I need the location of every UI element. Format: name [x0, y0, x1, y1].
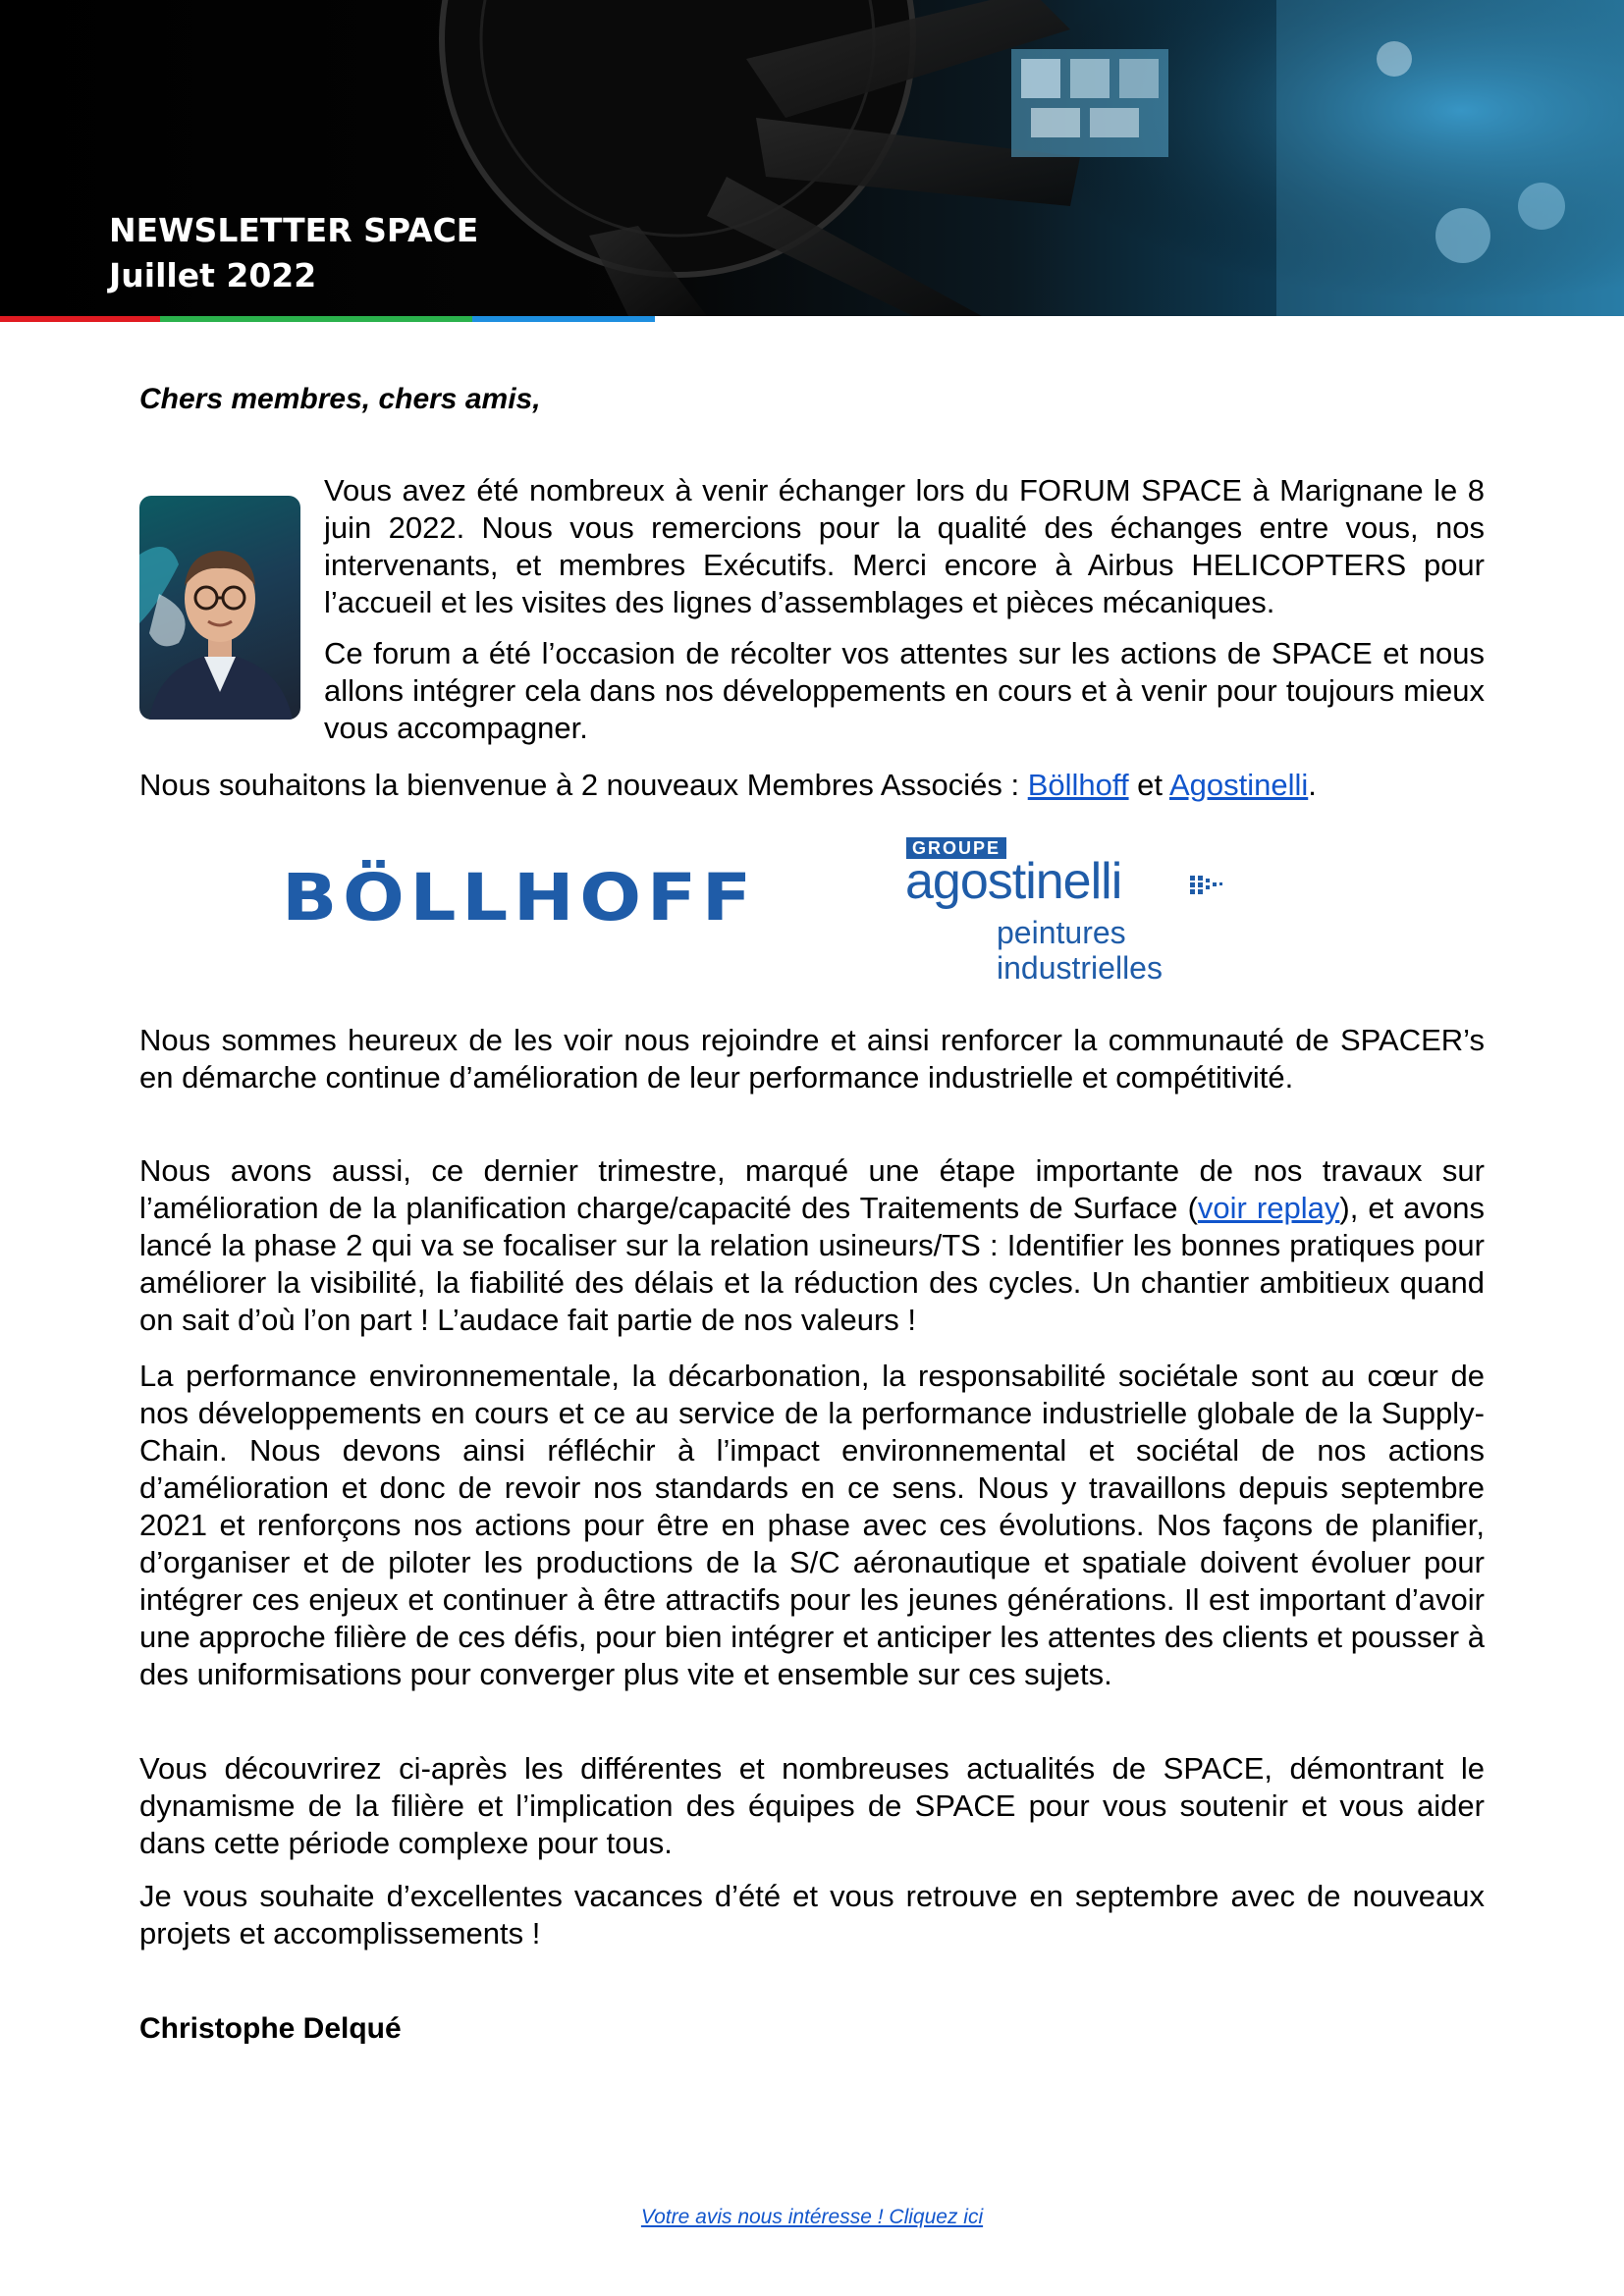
portrait-image — [139, 496, 300, 720]
intro-paragraph-2: Ce forum a été l’occasion de récolter vos attentes sur les actions de SPACE et nous allons intégrer cela dans nos développements en cours et à venir pour toujours mieux vous accompagner. — [324, 636, 1485, 745]
author-photo — [139, 496, 300, 720]
welcome-and: et — [1128, 768, 1169, 802]
signature: Christophe Delqué — [139, 2012, 402, 2045]
color-bar-green — [160, 316, 472, 322]
agostinelli-dots-icon — [1190, 874, 1233, 897]
intro-paragraph-1: Vous avez été nombreux à venir échanger lors du FORUM SPACE à Marignane le 8 juin 2022. Nous vous remercions pour la qualité des échanges entre vous, nos intervenants, et membres Exécutifs. Merci encore à Airbus HELICOPTERS pour l’accueil et les visites des lignes d’assemblages et pièces mécaniques. — [324, 473, 1485, 619]
header-banner — [0, 0, 1624, 316]
trimestre-text-a: Nous avons aussi, ce dernier trimestre, marqué une étape importante de nos travaux sur l’amélioration de la planification charge/capacité des Traitements de Surface ( — [139, 1153, 1485, 1225]
replay-link[interactable]: voir replay — [1197, 1191, 1340, 1225]
paragraph-environnement: La performance environnementale, la décarbonation, la responsabilité sociétale sont au cœur de nos développements en cours et ce au service de la performance industrielle globale de la Supply-Chain. Nous devons ainsi réfléchir à l’impact environnemental et sociétal de nos actions d’amélioration et donc de revoir nos standards en ce sens. Nous y travaillons depuis septembre 2021 et renforçons nos actions pour être en phase avec ces évolutions. Nos façons de planifier, d’organiser et de piloter les productions de la S/C aéronautique et spatiale doivent évoluer pour intégrer ces enjeux et continuer à être attractifs pour les jeunes générations. Il est important d’avoir une approche filière de ces défis, pour bien intégrer et anticiper les attentes des clients et pousser à des uniformisations pour converger plus vite et ensemble sur ces sujets. — [139, 1359, 1485, 1691]
color-bar-red — [0, 316, 160, 322]
newsletter-title — [109, 208, 478, 298]
greeting: Chers membres, chers amis, — [139, 383, 541, 415]
agostinelli-logo — [903, 836, 1296, 986]
paragraph-vacances: Je vous souhaite d’excellentes vacances d’été et vous retrouve en septembre avec de nouveaux projets et accomplissements ! — [139, 1879, 1485, 1950]
feedback-link[interactable]: Votre avis nous intéresse ! Cliquez ici — [640, 2206, 984, 2228]
bollhoff-logo: BÖLLHOFF — [282, 860, 757, 935]
agostinelli-link[interactable]: Agostinelli — [1168, 768, 1309, 802]
paragraph-rejoindre: Nous sommes heureux de les voir nous rejoindre et ainsi renforcer la communauté de SPACER’s en démarche continue d’amélioration de leur performance industrielle et compétitivité. — [139, 1023, 1485, 1095]
paragraph-decouvrirez: Vous découvrirez ci-après les différentes et nombreuses actualités de SPACE, démontrant le dynamisme de la filière et l’implication des équipes de SPACE pour vous soutenir et vous aider dans cette période complexe pour tous. — [139, 1751, 1485, 1860]
title-line1: NEWSLETTER SPACE — [109, 211, 479, 249]
welcome-paragraph — [139, 767, 1485, 804]
welcome-suffix: . — [1308, 768, 1317, 802]
title-line2: Juillet 2022 — [109, 256, 317, 294]
agostinelli-groupe: GROUPE — [906, 837, 1006, 859]
paragraph-trimestre — [139, 1152, 1485, 1339]
bollhoff-link[interactable]: Böllhoff — [1027, 768, 1129, 802]
welcome-text: Nous souhaitons la bienvenue à 2 nouveaux Membres Associés : — [139, 768, 1028, 802]
agostinelli-subtitle: peintures industrielles — [997, 915, 1163, 986]
color-bar-blue — [472, 316, 655, 322]
trimestre-text-b: ), et avons lancé la phase 2 qui va se focaliser sur la relation usineurs/TS : Identifier les bonnes pratiques pour améliorer la visibilité, la fiabilité des délais et la réduction des cycles. Un chantier ambitieux quand on sait d’où l’on part ! L’audace fait partie de nos valeurs ! — [139, 1191, 1486, 1337]
agostinelli-name: agostinelli — [905, 853, 1122, 910]
